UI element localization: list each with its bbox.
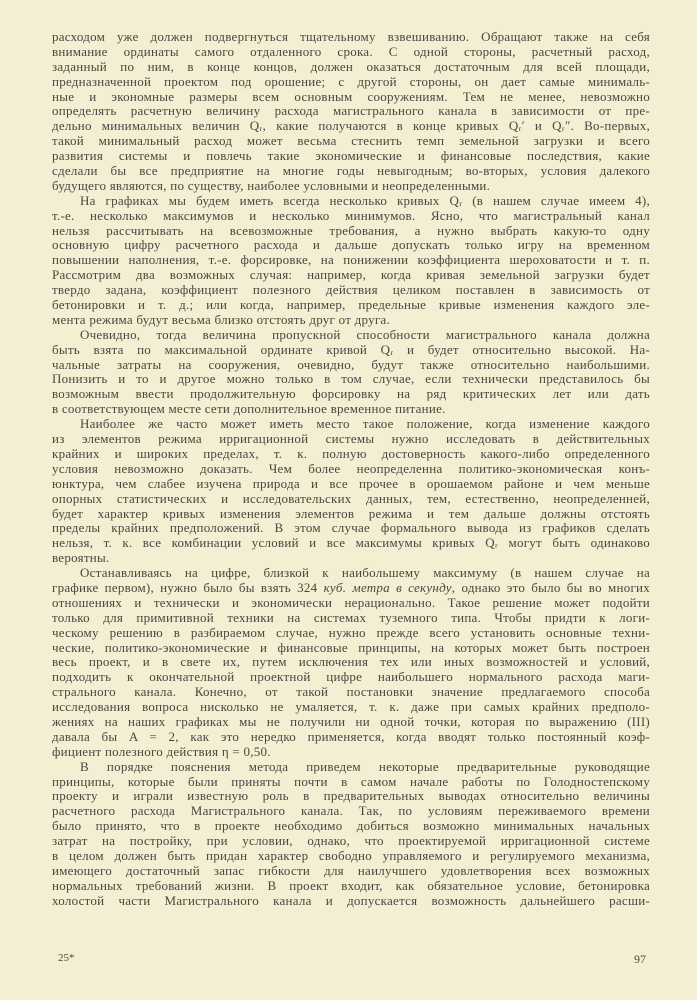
text-segment: графике первом), нужно было бы взять 324 xyxy=(52,579,324,595)
text-line: вероятны. xyxy=(52,550,110,566)
text-line: В порядке пояснения метода приведем некоторые предварительные руководящие xyxy=(80,758,650,774)
text-line: в целом должен быть придан характер свободно управляемого и регулируемого механизма, xyxy=(52,847,650,863)
text-line: пределы крайних предположений. В этом случае формального вывода из графиков сделать xyxy=(52,520,650,536)
text-line: расходом уже должен подвергнуться тщательному взвешиванию. Обращают также на себя xyxy=(52,29,650,44)
page-number: 97 xyxy=(634,952,646,966)
paragraph xyxy=(52,328,650,417)
signature-mark: 25* xyxy=(58,952,75,964)
text-line: давала бы A = 2, как это нередко применяется, когда вводят только постоянный коэф- xyxy=(52,728,650,744)
paragraph xyxy=(52,194,650,328)
text-segment: , однако это было бы во многих xyxy=(451,579,650,595)
text-line: будущего являются, по существу, наиболее условными и неопределенными. xyxy=(52,177,491,193)
text-line: Останавливаясь на цифре, близкой к наибольшему максимуму (в нашем случае на xyxy=(80,565,650,581)
text-line: в соответствующем месте сети дополнительное временное питание. xyxy=(52,401,446,417)
text-line: отношениях и технически и экономически нерационально. Такое решение может подойти xyxy=(52,594,650,610)
text-line: будет характер кривых изменения элементов режима и тем дальше должны отстоять xyxy=(52,505,650,521)
text-line: такой минимальный расход может весьма стеснить темп земельной загрузки и всего xyxy=(52,133,650,149)
text-line: быть взята по максимальной ординате кривой Qᵣ и будет относительно высокой. На- xyxy=(52,341,650,357)
text-line: твердо задана, коэффициент полезного действия целиком поставлен в зависимость от xyxy=(52,282,650,298)
text-line: расчетного расхода Магистрального канала. Так, по условиям переживаемого времени xyxy=(52,803,650,819)
text-line: сделали бы все предприятие на многие годы невыгодным; во-вторых, условия далекого xyxy=(52,163,650,179)
page-body xyxy=(52,30,650,909)
paragraph xyxy=(52,566,650,760)
paragraph xyxy=(52,30,650,194)
text-line: нельзя, т. к. все комбинации условий и все максимумы кривых Qᵣ могут быть одинаково xyxy=(52,535,650,551)
text-line: стрального канала. Конечно, от такой постановки значение предлагаемого способа xyxy=(52,684,650,700)
text-line: т.-е. несколько максимумов и несколько минимумов. Ясно, что магистральный канал xyxy=(52,207,650,223)
text-line: основную цифру расчетного расхода и дальше допускать только игру на временном xyxy=(52,237,650,253)
text-line: Рассмотрим два возможных случая: например, когда кривая земельной загрузки будет xyxy=(52,267,650,283)
text-line: было принято, что в проекте необходимо добиться возможно минимальных начальных xyxy=(52,818,650,834)
text-line: внимание ординаты самого отдаленного срока. С одной стороны, расчетный расход, xyxy=(52,43,650,59)
text-line: развития системы и повлечь такие экономические и финансовые последствия, какие xyxy=(52,148,650,164)
text-line: дельно минимальных величин Qᵣ, какие получаются в конце кривых Qᵣ′ и Qᵣ″. Во-первых, xyxy=(52,118,650,134)
text-line: юнктура, чем слабее изучена природа и все прочее в орошаемом районе и чем меньше xyxy=(52,475,650,491)
text-line: ческому решению в разбираемом случае, нужно прежде всего установить основные техни- xyxy=(52,624,650,640)
text-line: ческие, политико-экономические и финансовые принципы, на которых может быть построен xyxy=(52,639,650,655)
text-line: Наиболее же часто может иметь место такое положение, когда изменение каждого xyxy=(80,416,650,432)
text-line: опорных статистических и исследовательских данных, тем, естественно, неопределенней, xyxy=(52,490,650,506)
text-line: На графиках мы будем иметь всегда несколько кривых Qᵣ (в нашем случае имеем 4), xyxy=(80,192,650,208)
paragraph xyxy=(52,760,650,909)
text-line: крайних и широких пределах, т. к. полную достоверность какого-либо определенного xyxy=(52,445,650,461)
text-line: повышении наполнения, т.-е. форсировке, на понижении коэффициента шероховатости и т. п. xyxy=(52,252,650,268)
text-line: мента режима будут весьма близко отстоять друг от друга. xyxy=(52,311,390,327)
paragraph xyxy=(52,417,650,566)
text-line: заданный по ним, в конце концов, должен оказаться достаточным для всей площади, xyxy=(52,58,650,74)
text-line: жениях на наших графиках мы не получили ни одной точки, которая по выражению (III) xyxy=(52,713,650,729)
text-line: ные и экономные размеры всем основным сооружениям. Тем не менее, невозможно xyxy=(52,88,650,104)
text-line: затрат на постройку, при условии, однако, что проектируемой ирригационной системе xyxy=(52,833,650,849)
text-line: чальные затраты на сооружения, очевидно, будут также относительно наибольшими. xyxy=(52,356,650,372)
text-line: весь проект, и в свете их, путем исключения тех или иных возможностей и условий, xyxy=(52,654,650,670)
text-line: подходить к окончательной проектной цифре наибольшего нормального расхода маги- xyxy=(52,669,650,685)
text-line: фициент полезного действия η = 0,50. xyxy=(52,743,271,759)
text-line: проекту и играли известную роль в предварительных выводах относительно величины xyxy=(52,788,650,804)
text-line: нельзя рассчитывать на всевозможные требования, а нужно выбрать какую-то одну xyxy=(52,222,650,238)
text-line: условия невозможно доказать. Чем более неопределенна политико-экономическая конъ- xyxy=(52,460,650,476)
text-line: определять расчетную величину расхода магистрального канала в зависимости от пре- xyxy=(52,103,650,119)
text-line: из элементов режима ирригационной системы нужно исследовать в действительных xyxy=(52,431,650,447)
text-line: только для примитивной техники на системах туземного типа. Чтобы придти к логи- xyxy=(52,609,650,625)
text-line: предназначенной проектом под орошение; с другой стороны, он дает самые минималь- xyxy=(52,73,650,89)
text-line: принципы, которые были приняты почти в самом начале работы по Голодностепскому xyxy=(52,773,650,789)
text-line: Понизить и то и другое можно только в том случае, если технически представилось бы xyxy=(52,371,650,387)
italic-unit: куб. метра в секунду xyxy=(323,579,452,595)
text-line: бетонировки и т. д.; или когда, например, предельные кривые изменения каждого эле- xyxy=(52,297,650,313)
text-line: холостой части Магистрального канала и допускается возможность дальнейшего расши- xyxy=(52,892,650,908)
text-line xyxy=(52,581,650,596)
text-line: нормальных требований жизни. В проект входит, как обязательное условие, бетонировка xyxy=(52,877,650,893)
text-line: Очевидно, тогда величина пропускной способности магистрального канала должна xyxy=(80,326,650,342)
text-line: имеющего достаточный запас гибкости для наилучшего удовлетворения всех возможных xyxy=(52,862,650,878)
text-line: возможным ввести продолжительную форсировку на ряд критических лет или дать xyxy=(52,386,650,402)
text-line: исследования вопроса нисколько не умаляется, т. к. даже при самых крайних предполо- xyxy=(52,699,650,715)
